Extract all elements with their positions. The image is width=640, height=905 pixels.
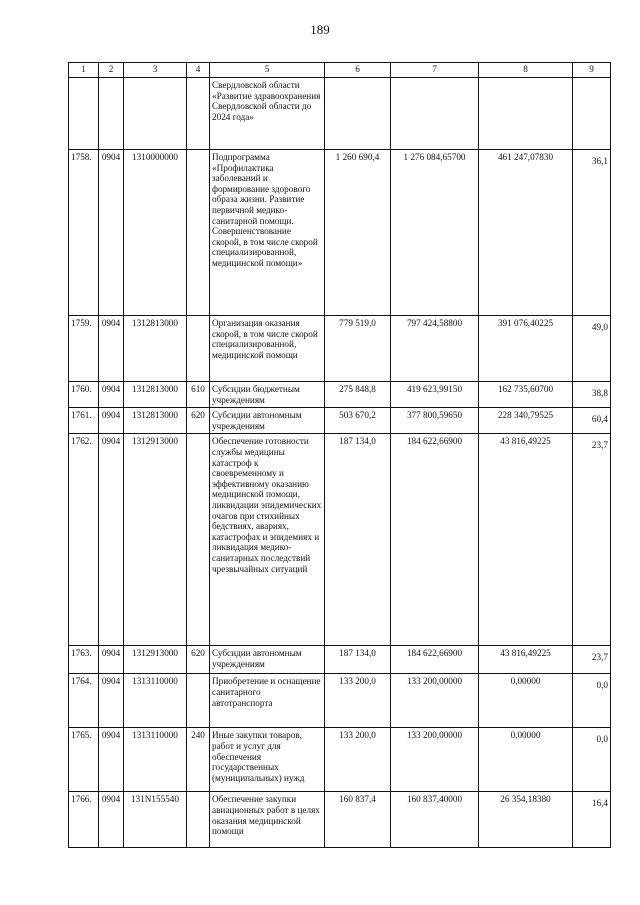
planned-amount: 160 837,4 [325,792,391,848]
column-header: 5 [210,63,325,78]
section-code: 0904 [99,434,124,646]
table-row [69,728,611,792]
execution-percent: 23,7 [573,646,611,674]
row-number: 1761. [69,408,99,434]
section-code: 0904 [99,316,124,382]
planned-amount: 503 670,2 [325,408,391,434]
column-header: 6 [325,63,391,78]
executed-amount: 43 816,49225 [479,434,573,646]
revised-amount: 133 200,00000 [391,674,479,728]
section-code: 0904 [99,382,124,408]
item-name: Приобретение и оснащение санитарного автотранспорта [210,674,325,728]
planned-amount: 779 519,0 [325,316,391,382]
row-number: 1758. [69,150,99,316]
column-header: 2 [99,63,124,78]
execution-percent: 60,4 [573,408,611,434]
row-number: 1766. [69,792,99,848]
revised-amount: 133 200,00000 [391,728,479,792]
executed-amount: 0,00000 [479,674,573,728]
item-name: Иные закупки товаров, работ и услуг для обеспечения государственных (муниципальных) нужд [210,728,325,792]
row-number: 1759. [69,316,99,382]
row-number: 1762. [69,434,99,646]
execution-percent: 16,4 [573,792,611,848]
expense-type-code [187,78,210,150]
table-row [69,674,611,728]
table-row [69,316,611,382]
target-article-code: 1312913000 [124,646,187,674]
table-row [69,646,611,674]
revised-amount: 419 623,99150 [391,382,479,408]
expense-type-code [187,434,210,646]
section-code: 0904 [99,646,124,674]
revised-amount: 377 800,59650 [391,408,479,434]
executed-amount: 461 247,07830 [479,150,573,316]
planned-amount: 1 260 690,4 [325,150,391,316]
item-name: Субсидии бюджетным учреждениям [210,382,325,408]
expense-type-code [187,150,210,316]
executed-amount: 26 354,18380 [479,792,573,848]
column-header: 4 [187,63,210,78]
planned-amount: 133 200,0 [325,674,391,728]
column-header: 9 [573,63,611,78]
target-article-code: 1313110000 [124,674,187,728]
target-article-code: 131N155540 [124,792,187,848]
executed-amount: 162 735,60700 [479,382,573,408]
table-row [69,408,611,434]
revised-amount: 797 424,58800 [391,316,479,382]
section-code: 0904 [99,408,124,434]
expense-type-code: 610 [187,382,210,408]
planned-amount: 187 134,0 [325,646,391,674]
planned-amount: 133 200,0 [325,728,391,792]
section-code: 0904 [99,150,124,316]
column-header: 1 [69,63,99,78]
target-article-code: 1310000000 [124,150,187,316]
page-number: 189 [310,22,330,37]
executed-amount: 391 076,40225 [479,316,573,382]
execution-percent: 0,0 [573,728,611,792]
expense-type-code: 620 [187,408,210,434]
target-article-code: 1312813000 [124,382,187,408]
revised-amount: 1 276 084,65700 [391,150,479,316]
expense-type-code: 620 [187,646,210,674]
execution-percent [573,78,611,150]
table-row [69,434,611,646]
table-row [69,150,611,316]
item-name: Подпрограмма «Профилактика заболеваний и формирование здорового образа жизни. Развитие первичной медико-санитарной помощи. Совершенствование скорой, в том числе скорой специализированной, медицинской помощи» [210,150,325,316]
item-name: Субсидии автономным учреждениям [210,646,325,674]
section-code: 0904 [99,674,124,728]
section-code [99,78,124,150]
execution-percent: 36,1 [573,150,611,316]
target-article-code: 1312813000 [124,408,187,434]
item-name: Субсидии автономным учреждениям [210,408,325,434]
target-article-code: 1312813000 [124,316,187,382]
revised-amount: 184 622,66900 [391,646,479,674]
revised-amount [391,78,479,150]
executed-amount [479,78,573,150]
execution-percent: 49,0 [573,316,611,382]
item-name: Обеспечение готовности службы медицины катастроф к своевременному и эффективному оказанию медицинской помощи, ликвидации эпидемических очагов при стихийных бедствиях, авариях, катастрофах и эпидемиях и ликвидация медико-санитарных последствий чрезвычайных ситуаций [210,434,325,646]
row-number: 1765. [69,728,99,792]
planned-amount: 187 134,0 [325,434,391,646]
expense-type-code [187,674,210,728]
item-name: Обеспечение закупки авиационных работ в целях оказания медицинской помощи [210,792,325,848]
header-row [69,63,611,78]
target-article-code: 1312913000 [124,434,187,646]
row-number: 1763. [69,646,99,674]
execution-percent: 38,8 [573,382,611,408]
revised-amount: 184 622,66900 [391,434,479,646]
target-article-code: 1313110000 [124,728,187,792]
planned-amount: 275 848,8 [325,382,391,408]
column-header: 3 [124,63,187,78]
item-name: Свердловской области «Развитие здравоохранения Свердловской области до 2024 года» [210,78,325,150]
execution-percent: 0,0 [573,674,611,728]
table-row [69,78,611,150]
target-article-code [124,78,187,150]
planned-amount [325,78,391,150]
section-code: 0904 [99,792,124,848]
section-code: 0904 [99,728,124,792]
budget-table [68,62,611,848]
column-header: 7 [391,63,479,78]
table-row [69,382,611,408]
item-name: Организация оказания скорой, в том числе скорой специализированной, медицинской помощи [210,316,325,382]
expense-type-code [187,316,210,382]
expense-type-code [187,792,210,848]
executed-amount: 43 816,49225 [479,646,573,674]
executed-amount: 228 340,79525 [479,408,573,434]
table-row [69,792,611,848]
column-header: 8 [479,63,573,78]
row-number: 1760. [69,382,99,408]
row-number: 1764. [69,674,99,728]
executed-amount: 0,00000 [479,728,573,792]
row-number [69,78,99,150]
execution-percent: 23,7 [573,434,611,646]
expense-type-code: 240 [187,728,210,792]
revised-amount: 160 837,40000 [391,792,479,848]
